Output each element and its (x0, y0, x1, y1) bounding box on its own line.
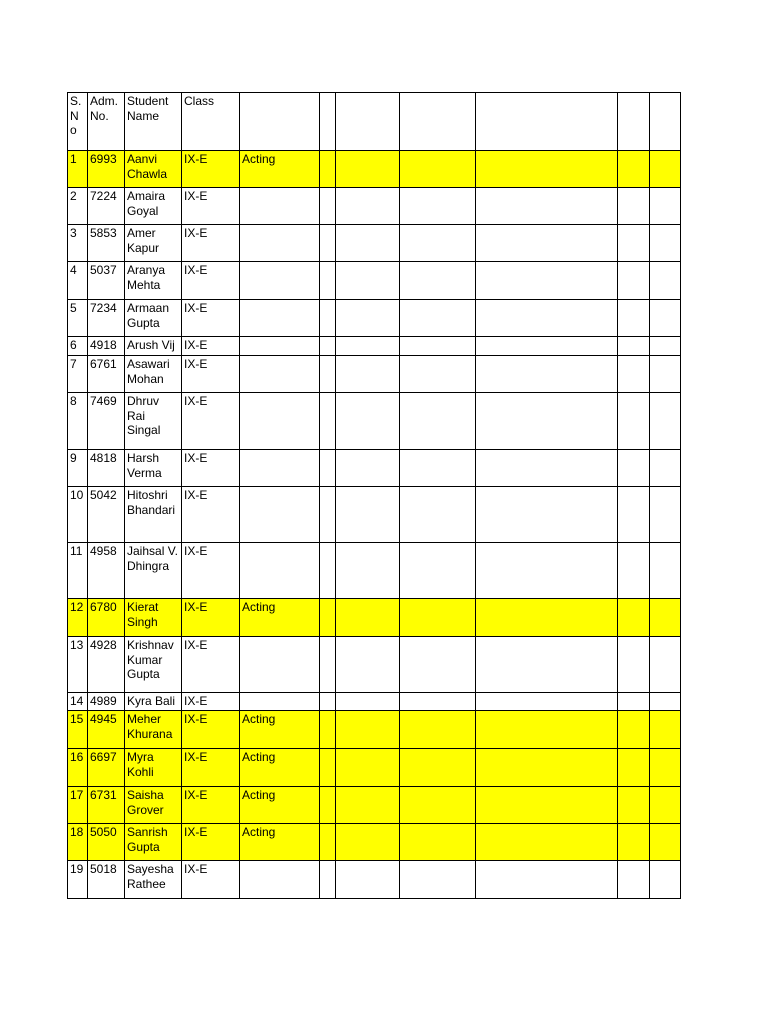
empty-cell (336, 393, 400, 450)
empty-cell (650, 599, 681, 637)
empty-cell (320, 393, 336, 450)
empty-cell (320, 749, 336, 787)
empty-cell (320, 337, 336, 356)
empty-cell (320, 300, 336, 337)
empty-cell (476, 711, 618, 749)
cell-cls: IX-E (182, 599, 240, 637)
cell-remark (240, 225, 320, 262)
table-row (68, 151, 681, 188)
cell-sno: 14 (68, 693, 88, 711)
cell-sno: 6 (68, 337, 88, 356)
cell-adm: 4918 (88, 337, 125, 356)
cell-sno: 13 (68, 637, 88, 693)
empty-cell (650, 262, 681, 300)
empty-cell (476, 262, 618, 300)
cell-remark (240, 300, 320, 337)
empty-cell (618, 337, 650, 356)
empty-cell (476, 450, 618, 487)
empty-cell (618, 262, 650, 300)
empty-cell (476, 300, 618, 337)
empty-cell (400, 711, 476, 749)
empty-cell (618, 450, 650, 487)
empty-cell (650, 543, 681, 599)
empty-cell (476, 487, 618, 543)
header-cell-c9 (476, 93, 618, 151)
empty-cell (400, 393, 476, 450)
empty-cell (618, 787, 650, 824)
table-row (68, 693, 681, 711)
empty-cell (476, 787, 618, 824)
cell-remark (240, 487, 320, 543)
cell-remark (240, 337, 320, 356)
cell-remark: Acting (240, 599, 320, 637)
empty-cell (320, 637, 336, 693)
cell-name: Aanvi Chawla (125, 151, 182, 188)
empty-cell (476, 749, 618, 787)
header-cell-sno: S. N o (68, 93, 88, 151)
cell-adm: 6761 (88, 356, 125, 393)
empty-cell (618, 151, 650, 188)
cell-name: Amaira Goyal (125, 188, 182, 225)
header-cell-c8 (400, 93, 476, 151)
table-row (68, 824, 681, 861)
empty-cell (336, 711, 400, 749)
cell-adm: 4958 (88, 543, 125, 599)
cell-adm: 4818 (88, 450, 125, 487)
empty-cell (336, 693, 400, 711)
empty-cell (618, 637, 650, 693)
empty-cell (618, 300, 650, 337)
empty-cell (618, 599, 650, 637)
empty-cell (618, 356, 650, 393)
empty-cell (400, 450, 476, 487)
cell-name: Harsh Verma (125, 450, 182, 487)
header-cell-c10 (618, 93, 650, 151)
cell-adm: 4945 (88, 711, 125, 749)
empty-cell (618, 749, 650, 787)
header-cell-c6 (320, 93, 336, 151)
empty-cell (618, 711, 650, 749)
empty-cell (320, 693, 336, 711)
empty-cell (400, 356, 476, 393)
empty-cell (320, 861, 336, 899)
cell-adm: 5042 (88, 487, 125, 543)
header-cell-name: Student Name (125, 93, 182, 151)
table-row (68, 337, 681, 356)
cell-adm: 5853 (88, 225, 125, 262)
cell-name: Saisha Grover (125, 787, 182, 824)
empty-cell (336, 599, 400, 637)
empty-cell (476, 599, 618, 637)
empty-cell (320, 188, 336, 225)
cell-name: Asawari Mohan (125, 356, 182, 393)
header-cell-cls: Class (182, 93, 240, 151)
cell-remark: Acting (240, 824, 320, 861)
empty-cell (336, 637, 400, 693)
header-cell-remark (240, 93, 320, 151)
cell-cls: IX-E (182, 711, 240, 749)
empty-cell (400, 824, 476, 861)
empty-cell (320, 356, 336, 393)
cell-cls: IX-E (182, 337, 240, 356)
cell-sno: 15 (68, 711, 88, 749)
empty-cell (650, 711, 681, 749)
empty-cell (476, 225, 618, 262)
empty-cell (400, 300, 476, 337)
table-row (68, 543, 681, 599)
cell-remark (240, 450, 320, 487)
cell-cls: IX-E (182, 824, 240, 861)
empty-cell (476, 188, 618, 225)
cell-sno: 5 (68, 300, 88, 337)
empty-cell (476, 824, 618, 861)
table-row (68, 225, 681, 262)
empty-cell (400, 225, 476, 262)
cell-adm: 4989 (88, 693, 125, 711)
cell-name: Sanrish Gupta (125, 824, 182, 861)
empty-cell (336, 450, 400, 487)
empty-cell (650, 337, 681, 356)
table-row (68, 356, 681, 393)
empty-cell (476, 693, 618, 711)
empty-cell (336, 300, 400, 337)
empty-cell (400, 337, 476, 356)
empty-cell (650, 300, 681, 337)
header-cell-c7 (336, 93, 400, 151)
empty-cell (618, 487, 650, 543)
cell-sno: 4 (68, 262, 88, 300)
table-row (68, 393, 681, 450)
cell-adm: 5050 (88, 824, 125, 861)
empty-cell (650, 824, 681, 861)
table-row (68, 711, 681, 749)
empty-cell (650, 487, 681, 543)
empty-cell (336, 188, 400, 225)
cell-cls: IX-E (182, 543, 240, 599)
empty-cell (336, 787, 400, 824)
cell-remark (240, 393, 320, 450)
table-row (68, 262, 681, 300)
table-row (68, 599, 681, 637)
empty-cell (400, 693, 476, 711)
cell-name: Arush Vij (125, 337, 182, 356)
empty-cell (476, 543, 618, 599)
empty-cell (336, 824, 400, 861)
cell-name: Kyra Bali (125, 693, 182, 711)
cell-cls: IX-E (182, 225, 240, 262)
cell-name: Aranya Mehta (125, 262, 182, 300)
empty-cell (618, 393, 650, 450)
empty-cell (400, 599, 476, 637)
cell-remark: Acting (240, 151, 320, 188)
cell-cls: IX-E (182, 450, 240, 487)
empty-cell (320, 787, 336, 824)
empty-cell (650, 225, 681, 262)
empty-cell (650, 188, 681, 225)
cell-name: Jaihsal V. Dhingra (125, 543, 182, 599)
cell-name: Myra Kohli (125, 749, 182, 787)
empty-cell (650, 151, 681, 188)
cell-cls: IX-E (182, 749, 240, 787)
cell-adm: 7234 (88, 300, 125, 337)
table-row (68, 487, 681, 543)
empty-cell (618, 824, 650, 861)
cell-name: Meher Khurana (125, 711, 182, 749)
empty-cell (650, 693, 681, 711)
cell-cls: IX-E (182, 356, 240, 393)
empty-cell (400, 487, 476, 543)
empty-cell (650, 861, 681, 899)
cell-name: Dhruv Rai Singal (125, 393, 182, 450)
empty-cell (618, 693, 650, 711)
cell-sno: 2 (68, 188, 88, 225)
empty-cell (320, 599, 336, 637)
empty-cell (320, 262, 336, 300)
cell-name: Amer Kapur (125, 225, 182, 262)
header-cell-c11 (650, 93, 681, 151)
cell-sno: 9 (68, 450, 88, 487)
table-row (68, 749, 681, 787)
table-row (68, 188, 681, 225)
cell-cls: IX-E (182, 637, 240, 693)
cell-sno: 8 (68, 393, 88, 450)
empty-cell (336, 262, 400, 300)
cell-name: Hitoshri Bhandari (125, 487, 182, 543)
cell-remark (240, 188, 320, 225)
header-cell-adm: Adm. No. (88, 93, 125, 151)
empty-cell (476, 337, 618, 356)
empty-cell (476, 356, 618, 393)
empty-cell (650, 450, 681, 487)
cell-cls: IX-E (182, 300, 240, 337)
empty-cell (650, 787, 681, 824)
cell-cls: IX-E (182, 487, 240, 543)
cell-sno: 10 (68, 487, 88, 543)
cell-cls: IX-E (182, 787, 240, 824)
cell-remark: Acting (240, 787, 320, 824)
empty-cell (320, 543, 336, 599)
cell-adm: 6697 (88, 749, 125, 787)
empty-cell (476, 393, 618, 450)
empty-cell (400, 188, 476, 225)
empty-cell (400, 262, 476, 300)
empty-cell (618, 225, 650, 262)
empty-cell (476, 861, 618, 899)
empty-cell (336, 337, 400, 356)
cell-sno: 16 (68, 749, 88, 787)
cell-remark (240, 693, 320, 711)
empty-cell (650, 356, 681, 393)
empty-cell (650, 393, 681, 450)
empty-cell (618, 543, 650, 599)
cell-remark (240, 262, 320, 300)
empty-cell (400, 543, 476, 599)
cell-cls: IX-E (182, 151, 240, 188)
empty-cell (400, 151, 476, 188)
cell-adm: 5037 (88, 262, 125, 300)
table-row (68, 637, 681, 693)
cell-name: Krishnav Kumar Gupta (125, 637, 182, 693)
cell-sno: 1 (68, 151, 88, 188)
empty-cell (320, 487, 336, 543)
cell-sno: 3 (68, 225, 88, 262)
cell-remark (240, 356, 320, 393)
cell-sno: 18 (68, 824, 88, 861)
cell-name: Sayesha Rathee (125, 861, 182, 899)
table-row (68, 300, 681, 337)
cell-cls: IX-E (182, 693, 240, 711)
empty-cell (618, 188, 650, 225)
header-row (68, 93, 681, 151)
cell-adm: 6993 (88, 151, 125, 188)
empty-cell (320, 711, 336, 749)
cell-remark: Acting (240, 749, 320, 787)
cell-remark: Acting (240, 711, 320, 749)
cell-sno: 17 (68, 787, 88, 824)
empty-cell (336, 151, 400, 188)
cell-remark (240, 543, 320, 599)
empty-cell (400, 861, 476, 899)
empty-cell (400, 749, 476, 787)
empty-cell (618, 861, 650, 899)
empty-cell (650, 749, 681, 787)
empty-cell (320, 824, 336, 861)
empty-cell (476, 637, 618, 693)
cell-adm: 4928 (88, 637, 125, 693)
empty-cell (476, 151, 618, 188)
cell-sno: 11 (68, 543, 88, 599)
empty-cell (336, 861, 400, 899)
empty-cell (320, 151, 336, 188)
cell-sno: 19 (68, 861, 88, 899)
empty-cell (336, 749, 400, 787)
cell-remark (240, 637, 320, 693)
cell-adm: 6780 (88, 599, 125, 637)
cell-remark (240, 861, 320, 899)
empty-cell (320, 225, 336, 262)
cell-cls: IX-E (182, 188, 240, 225)
empty-cell (650, 637, 681, 693)
cell-sno: 7 (68, 356, 88, 393)
student-table (67, 92, 681, 899)
table-row (68, 787, 681, 824)
empty-cell (336, 543, 400, 599)
empty-cell (336, 487, 400, 543)
cell-sno: 12 (68, 599, 88, 637)
empty-cell (400, 787, 476, 824)
cell-adm: 7469 (88, 393, 125, 450)
cell-adm: 5018 (88, 861, 125, 899)
empty-cell (336, 356, 400, 393)
cell-adm: 6731 (88, 787, 125, 824)
cell-adm: 7224 (88, 188, 125, 225)
cell-name: Armaan Gupta (125, 300, 182, 337)
table-row (68, 861, 681, 899)
cell-cls: IX-E (182, 262, 240, 300)
table-row (68, 450, 681, 487)
empty-cell (320, 450, 336, 487)
empty-cell (336, 225, 400, 262)
cell-name: Kierat Singh (125, 599, 182, 637)
cell-cls: IX-E (182, 861, 240, 899)
cell-cls: IX-E (182, 393, 240, 450)
empty-cell (400, 637, 476, 693)
